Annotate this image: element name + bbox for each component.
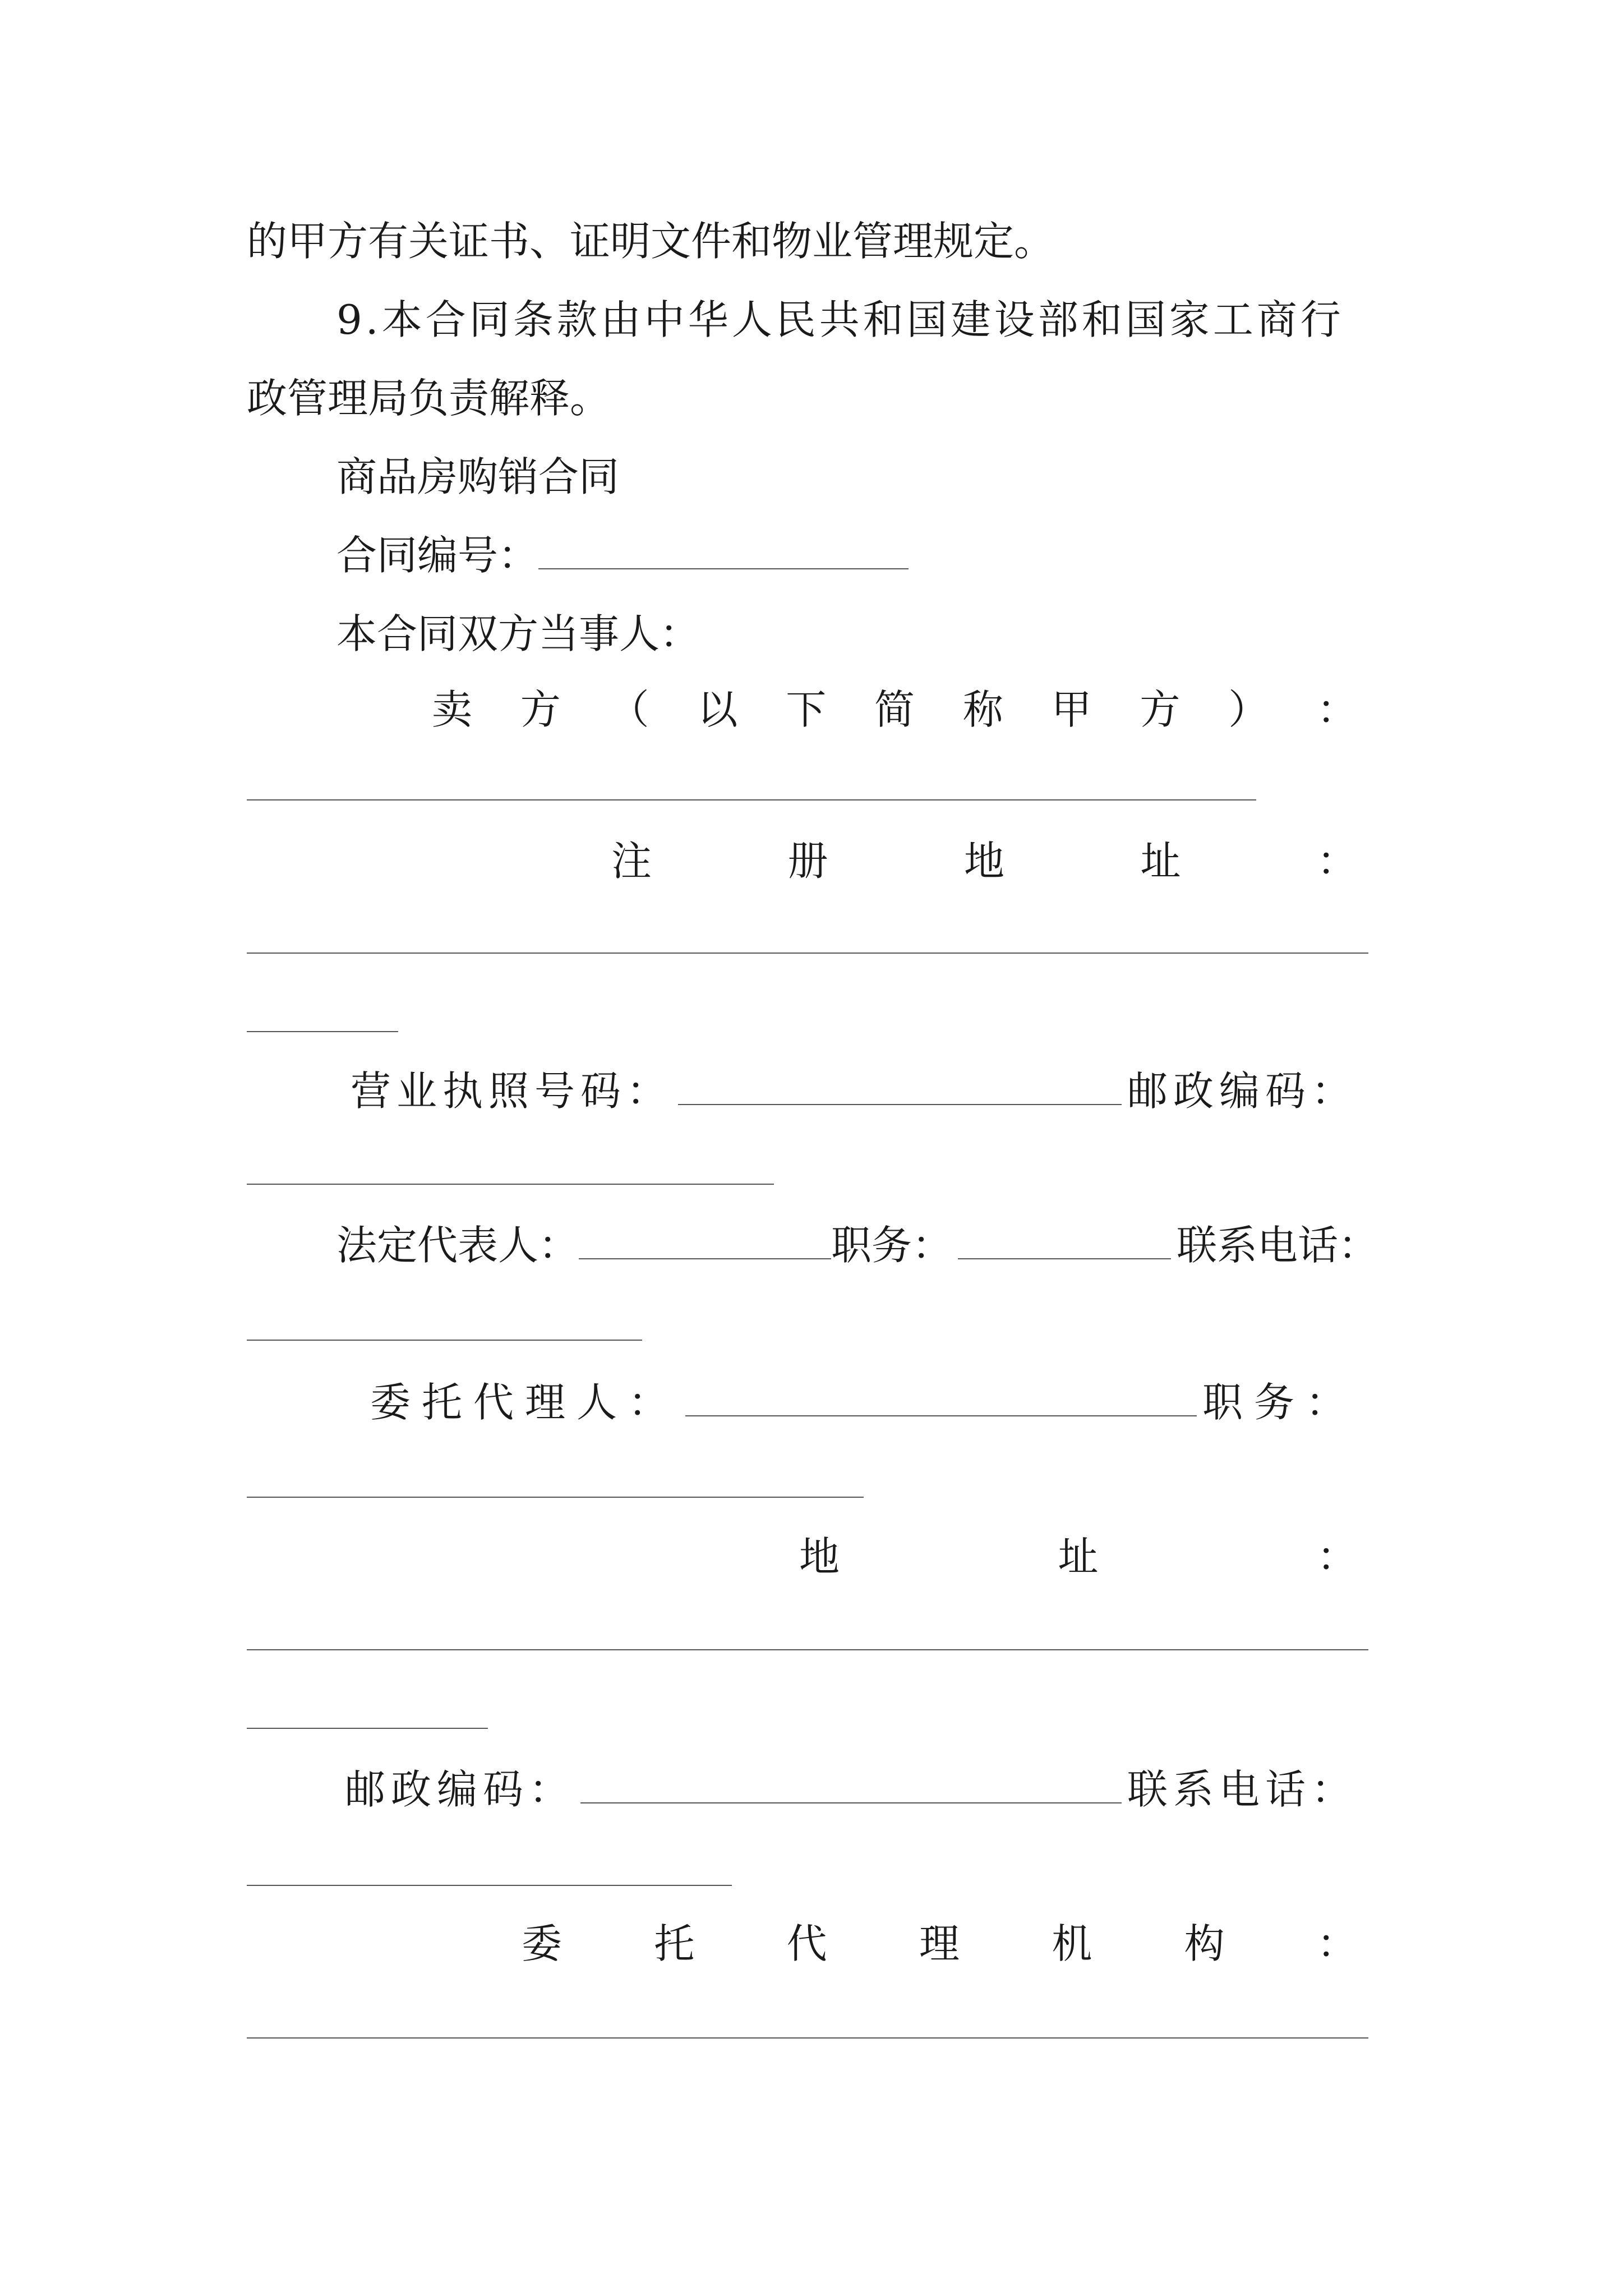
registered-address-field-line1[interactable]: [247, 953, 1368, 954]
registered-address-label-char: ：: [1316, 838, 1357, 885]
address-label-char: 地: [799, 1533, 840, 1580]
agency-label-char: ：: [1316, 1920, 1357, 1967]
agent-row: [370, 1374, 1357, 1430]
legal-rep-label: 法定代表人：: [336, 1222, 579, 1269]
agent-label: 委托代理人：: [370, 1379, 680, 1426]
registered-address-label-char: 址: [1140, 838, 1181, 885]
license-number-field[interactable]: [678, 1070, 1122, 1105]
address-label-char: ：: [1316, 1533, 1357, 1580]
registered-address-label-row: [611, 833, 1357, 889]
agency-label-char: 代: [786, 1920, 827, 1967]
legal-rep-position-label: 职务：: [831, 1222, 953, 1269]
agency-label-char: 构: [1184, 1920, 1225, 1967]
contract-number-field[interactable]: [538, 535, 909, 569]
agency-field[interactable]: [247, 2037, 1368, 2039]
seller-label-char: （: [608, 686, 649, 733]
phone-field[interactable]: [247, 1340, 642, 1341]
registered-address-field-line2[interactable]: [247, 1031, 398, 1032]
postcode2-phone2-row: [345, 1761, 1357, 1818]
seller-label-char: 甲: [1051, 686, 1092, 733]
contract-title: 商品房购销合同: [336, 453, 620, 500]
registered-address-label-char: 地: [963, 838, 1004, 885]
seller-label-char: 方: [520, 686, 561, 733]
phone2-field[interactable]: [247, 1885, 732, 1886]
agency-label-char: 理: [919, 1920, 960, 1967]
seller-label-char: 下: [786, 686, 827, 733]
postcode-label: 邮政编码：: [1127, 1068, 1357, 1115]
license-postcode-row: [351, 1063, 1357, 1119]
seller-label-char: 称: [962, 686, 1003, 733]
agency-label-char: 机: [1052, 1920, 1092, 1967]
license-number-label: 营业执照号码：: [351, 1068, 673, 1115]
registered-address-label-char: 注: [611, 838, 652, 885]
seller-label-char: 以: [697, 686, 738, 733]
address-field-line2[interactable]: [247, 1728, 488, 1729]
legal-rep-position-field[interactable]: [958, 1225, 1171, 1259]
postcode2-field[interactable]: [580, 1769, 1122, 1803]
agent-field[interactable]: [685, 1382, 1197, 1416]
text-line-1: 的甲方有关证书、证明文件和物业管理规定。: [247, 218, 1055, 265]
postcode2-label: 邮政编码：: [345, 1766, 575, 1813]
agency-label-char: 委: [522, 1920, 562, 1967]
seller-label-char: 简: [874, 686, 915, 733]
seller-label-char: 卖: [432, 686, 473, 733]
contract-number-row: [336, 527, 1374, 583]
postcode-field[interactable]: [247, 1184, 774, 1185]
agent-position-field[interactable]: [247, 1497, 864, 1498]
agency-label-char: 托: [654, 1920, 695, 1967]
legal-rep-field[interactable]: [579, 1225, 831, 1259]
address-field-line1[interactable]: [247, 1649, 1368, 1650]
seller-label-char: ：: [1316, 686, 1357, 733]
parties-label: 本合同双方当事人：: [336, 610, 700, 657]
agency-label-row: [522, 1916, 1357, 1972]
seller-label-char: ）: [1228, 686, 1269, 733]
agent-position-label: 职务：: [1202, 1379, 1357, 1426]
seller-label-row: [432, 682, 1357, 738]
contract-number-label: 合同编号：: [336, 532, 539, 579]
phone-label: 联系电话：: [1177, 1222, 1379, 1269]
legal-rep-row: [336, 1217, 1385, 1273]
registered-address-label-char: 册: [787, 838, 828, 885]
seller-field[interactable]: [247, 799, 1256, 800]
phone2-label: 联系电话：: [1127, 1766, 1357, 1813]
address-label-row: [799, 1529, 1357, 1585]
seller-label-char: 方: [1140, 686, 1181, 733]
address-label-char: 址: [1058, 1533, 1099, 1580]
text-line-clause-9: 9.本合同条款由中华人民共和国建设部和国家工商行: [336, 296, 1344, 343]
text-line-3: 政管理局负责解释。: [247, 375, 611, 422]
